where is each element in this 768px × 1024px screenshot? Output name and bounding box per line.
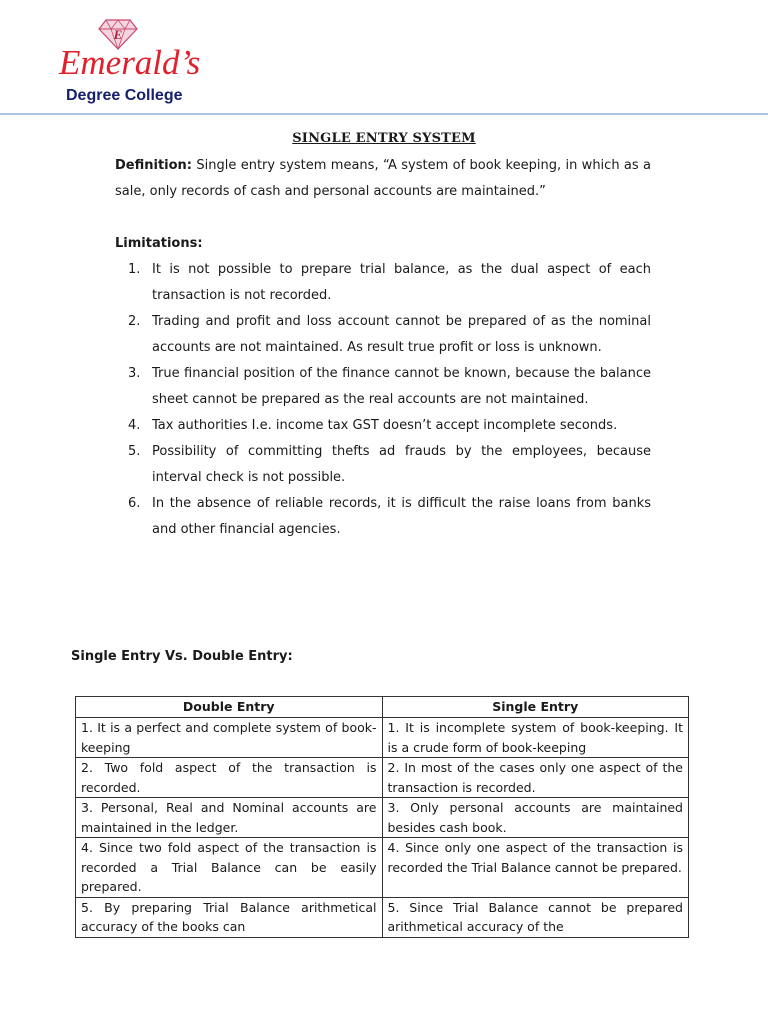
table-header-row: [76, 697, 689, 718]
table-cell: 1. It is a perfect and complete system of book-keeping: [76, 718, 383, 758]
document-title: SINGLE ENTRY SYSTEM: [292, 131, 476, 146]
table-cell: [76, 897, 383, 937]
table-cell-text: 5. Since Trial Balance cannot be prepared arithmetical accuracy of the: [387, 899, 683, 934]
list-item-number: 5.: [128, 444, 141, 459]
list-item-number: 1.: [128, 262, 141, 277]
comparison-table: [75, 696, 689, 938]
college-header: [0, 0, 768, 118]
list-item-text: It is not possible to prepare trial balance, as the dual aspect of each transaction is not recorded.: [152, 262, 651, 303]
table-cell: 2. In most of the cases only one aspect of the transaction is recorded.: [382, 758, 689, 798]
list-item-text: In the absence of reliable records, it is difficult the raise loans from banks and other financial agencies.: [152, 496, 651, 537]
brand-name: Emerald’s: [59, 43, 201, 82]
list-item-text: Tax authorities I.e. income tax GST doesn’t accept incomplete seconds.: [152, 418, 618, 433]
list-item-text: True financial position of the finance cannot be known, because the balance sheet cannot be prepared as the real accounts are not maintained.: [152, 366, 651, 407]
logo-letter: E: [113, 27, 123, 42]
definition-paragraph: [115, 153, 651, 205]
brand-subtitle: Degree College: [66, 87, 183, 104]
table-row: [76, 798, 689, 838]
table-row: [76, 758, 689, 798]
table-cell: 4. Since two fold aspect of the transaction is recorded a Trial Balance can be easily prepared.: [76, 838, 383, 898]
list-item-number: 2.: [128, 314, 141, 329]
table-cell: 3. Personal, Real and Nominal accounts are maintained in the ledger.: [76, 798, 383, 838]
table-row: [76, 718, 689, 758]
list-item: [115, 413, 651, 439]
table-cell: 2. Two fold aspect of the transaction is recorded.: [76, 758, 383, 798]
table-cell: [382, 897, 689, 937]
comparison-heading: Single Entry Vs. Double Entry:: [71, 649, 293, 664]
table-row: [76, 838, 689, 898]
table-cell-text: 5. By preparing Trial Balance arithmetical accuracy of the books can: [81, 899, 377, 934]
list-item-number: 6.: [128, 496, 141, 511]
definition-label: Definition:: [115, 158, 193, 173]
list-item: [115, 491, 651, 543]
header-divider: [0, 113, 768, 115]
limitations-heading: Limitations:: [115, 236, 203, 251]
list-item-number: 4.: [128, 418, 141, 433]
table-row: [76, 897, 689, 937]
definition-text: Single entry system means, “A system of book keeping, in which as a sale, only records of cash and personal accounts are maintained.”: [115, 158, 651, 199]
list-item: [115, 361, 651, 413]
column-header-single-entry: Single Entry: [382, 697, 689, 718]
list-item-text: Trading and profit and loss account cannot be prepared of as the nominal accounts are not maintained. As result true profit or loss is unknown.: [152, 314, 651, 355]
column-header-double-entry: Double Entry: [76, 697, 383, 718]
list-item: [115, 257, 651, 309]
list-item-text: Possibility of committing thefts ad frauds by the employees, because interval check is not possible.: [152, 444, 651, 485]
table-cell: 3. Only personal accounts are maintained besides cash book.: [382, 798, 689, 838]
list-item: [115, 309, 651, 361]
list-item: [115, 439, 651, 491]
table-cell: 4. Since only one aspect of the transaction is recorded the Trial Balance cannot be prepared.: [382, 838, 689, 898]
limitations-list: [115, 257, 651, 543]
list-item-number: 3.: [128, 366, 141, 381]
table-cell: 1. It is incomplete system of book-keeping. It is a crude form of book-keeping: [382, 718, 689, 758]
